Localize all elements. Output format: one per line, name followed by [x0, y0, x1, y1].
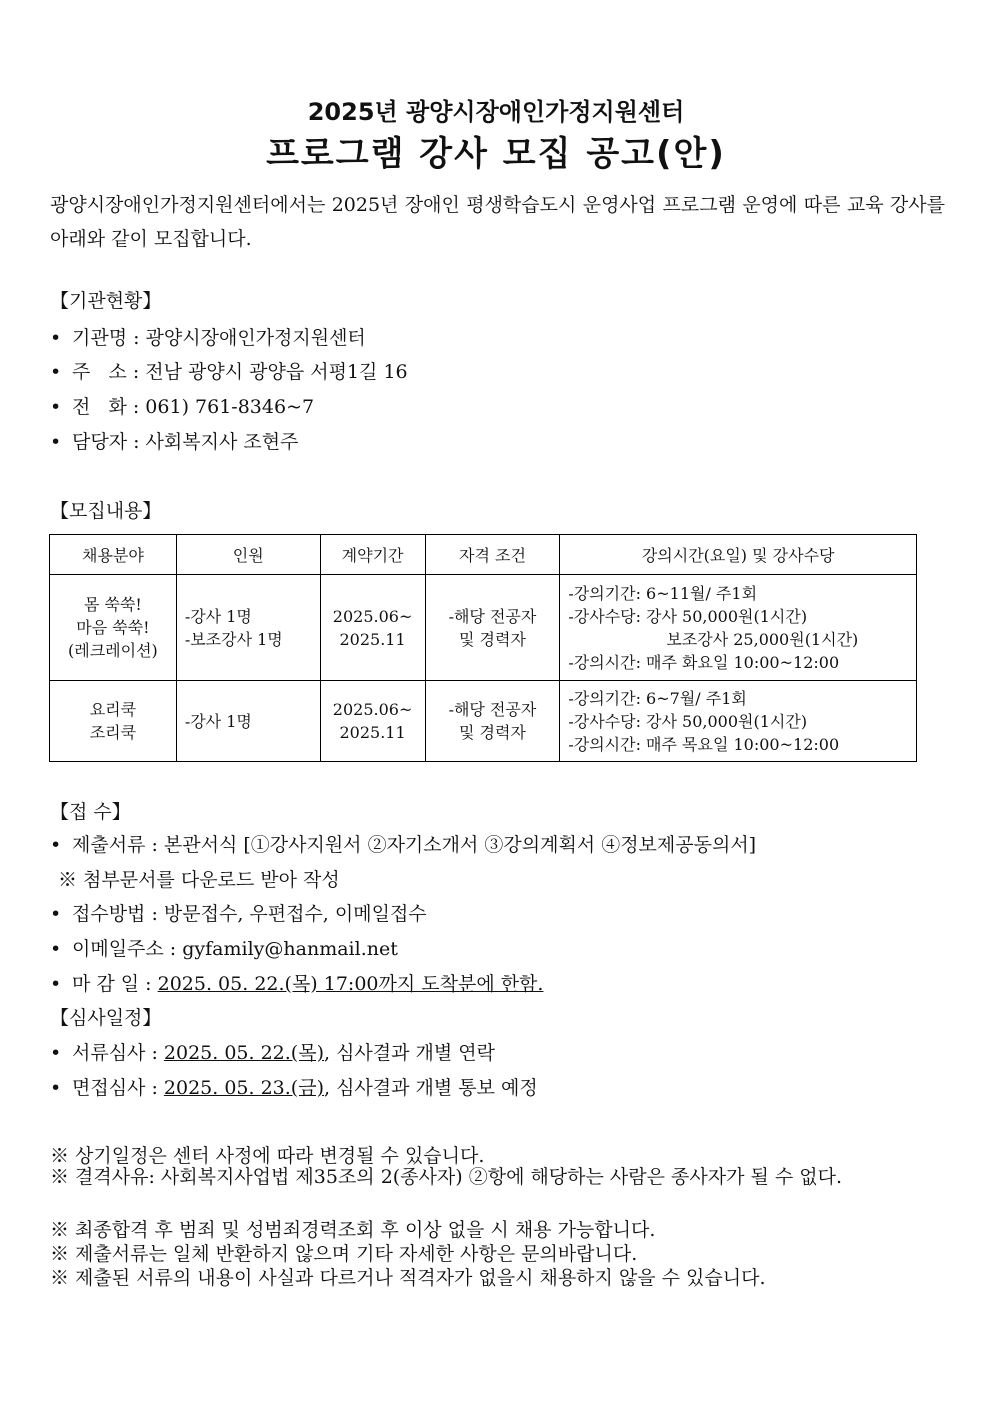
cell-field: 몸 쑥쑥! 마음 쑥쑥! (레크레이션) — [50, 575, 177, 681]
email-address[interactable]: 이메일주소 : gyfamily@hanmail.net — [72, 938, 398, 960]
receipt-method — [50, 899, 427, 926]
col-header: 강의시간(요일) 및 강사수당 — [560, 535, 917, 575]
org-phone: 전 화 : 061) 761-8346~7 — [72, 396, 315, 418]
cell-qualification: -해당 전공자 및 경력자 — [425, 575, 560, 681]
receipt-method-text: 접수방법 : 방문접수, 우편접수, 이메일접수 — [72, 903, 427, 925]
bullet-icon: • — [50, 396, 62, 418]
recruit-table — [49, 534, 917, 762]
cell-field: 요리쿡 조리쿡 — [50, 681, 177, 762]
review-interview-label: 면접심사 : — [72, 1077, 164, 1099]
col-header: 계약기간 — [320, 535, 425, 575]
table-row — [50, 681, 917, 762]
note-item: ※ 상기일정은 센터 사정에 따라 변경될 수 있습니다. — [50, 1145, 485, 1167]
recruit-heading: 【모집내용】 — [50, 500, 162, 522]
review-doc-date: 2025. 05. 22.(목) — [163, 1042, 324, 1064]
intro-paragraph: 광양시장애인가정지원센터에서는 2025년 장애인 평생학습도시 운영사업 프로그램 운영에 따른 교육 강사를 아래와 같이 모집합니다. — [50, 194, 945, 250]
review-interview-date: 2025. 05. 23.(금) — [163, 1077, 324, 1099]
org-contact: 담당자 : 사회복지사 조현주 — [72, 431, 299, 453]
note-item: ※ 제출서류는 일체 반환하지 않으며 기타 자세한 사항은 문의바랍니다. — [50, 1243, 638, 1265]
note-item: ※ 최종합격 후 범죄 및 성범죄경력조회 후 이상 없을 시 채용 가능합니다. — [50, 1219, 656, 1241]
review-interview-rest: , 심사결과 개별 통보 예정 — [324, 1077, 538, 1099]
table-header-row — [50, 535, 917, 575]
org-item — [50, 357, 408, 384]
org-name: 기관명 : 광양시장애인가정지원센터 — [72, 327, 366, 349]
deadline-label: 마 감 일 : — [72, 973, 158, 995]
page-title: 프로그램 강사 모집 공고(안) — [266, 134, 726, 174]
table-row — [50, 575, 917, 681]
receipt-docs-text: 제출서류 : 본관서식 [①강사지원서 ②자기소개서 ③강의계획서 ④정보제공동의서] — [72, 834, 757, 856]
receipt-docs-note: ※ 첨부문서를 다운로드 받아 작성 — [58, 869, 340, 891]
bullet-icon: • — [50, 903, 62, 925]
col-header: 자격 조건 — [425, 535, 560, 575]
bullet-icon: • — [50, 938, 62, 960]
cell-people: -강사 1명 — [176, 681, 320, 762]
bullet-icon: • — [50, 327, 62, 349]
receipt-docs — [50, 830, 756, 857]
cell-people: -강사 1명 -보조강사 1명 — [176, 575, 320, 681]
org-item — [50, 392, 314, 419]
bullet-icon: • — [50, 973, 62, 995]
org-item — [50, 427, 298, 454]
review-doc — [50, 1038, 495, 1065]
org-item — [50, 323, 366, 350]
col-header: 채용분야 — [50, 535, 177, 575]
receipt-deadline — [50, 969, 543, 996]
note-item: ※ 제출된 서류의 내용이 사실과 다르거나 적격자가 없을시 채용하지 않을 수 있습니다. — [50, 1267, 766, 1289]
org-heading: 【기관현황】 — [50, 290, 162, 312]
review-doc-label: 서류심사 : — [72, 1042, 164, 1064]
bullet-icon: • — [50, 834, 62, 856]
receipt-heading: 【접 수】 — [50, 801, 131, 823]
receipt-email — [50, 934, 398, 961]
cell-lecture: -강의기간: 6~11월/ 주1회 -강사수당: 강사 50,000원(1시간) 보조강사 25,000원(1시간) -강의시간: 매주 화요일 10:00~12:00 — [560, 575, 917, 681]
bullet-icon: • — [50, 431, 62, 453]
review-heading: 【심사일정】 — [50, 1007, 162, 1029]
bullet-icon: • — [50, 361, 62, 383]
bullet-icon: • — [50, 1077, 62, 1099]
col-header: 인원 — [176, 535, 320, 575]
bullet-icon: • — [50, 1042, 62, 1064]
cell-period: 2025.06~ 2025.11 — [320, 681, 425, 762]
cell-lecture: -강의기간: 6~7월/ 주1회 -강사수당: 강사 50,000원(1시간) -강의시간: 매주 목요일 10:00~12:00 — [560, 681, 917, 762]
title-line1: 2025년 광양시장애인가정지원센터 — [307, 98, 685, 126]
org-address: 주 소 : 전남 광양시 광양읍 서평1길 16 — [72, 361, 408, 383]
cell-qualification: -해당 전공자 및 경력자 — [425, 681, 560, 762]
note-item: ※ 결격사유: 사회복지사업법 제35조의 2(종사자) ②항에 해당하는 사람은 종사자가 될 수 없다. — [50, 1166, 843, 1188]
review-interview — [50, 1073, 538, 1100]
cell-period: 2025.06~ 2025.11 — [320, 575, 425, 681]
deadline-value: 2025. 05. 22.(목) 17:00까지 도착분에 한함. — [157, 973, 544, 995]
review-doc-rest: , 심사결과 개별 연락 — [324, 1042, 495, 1064]
